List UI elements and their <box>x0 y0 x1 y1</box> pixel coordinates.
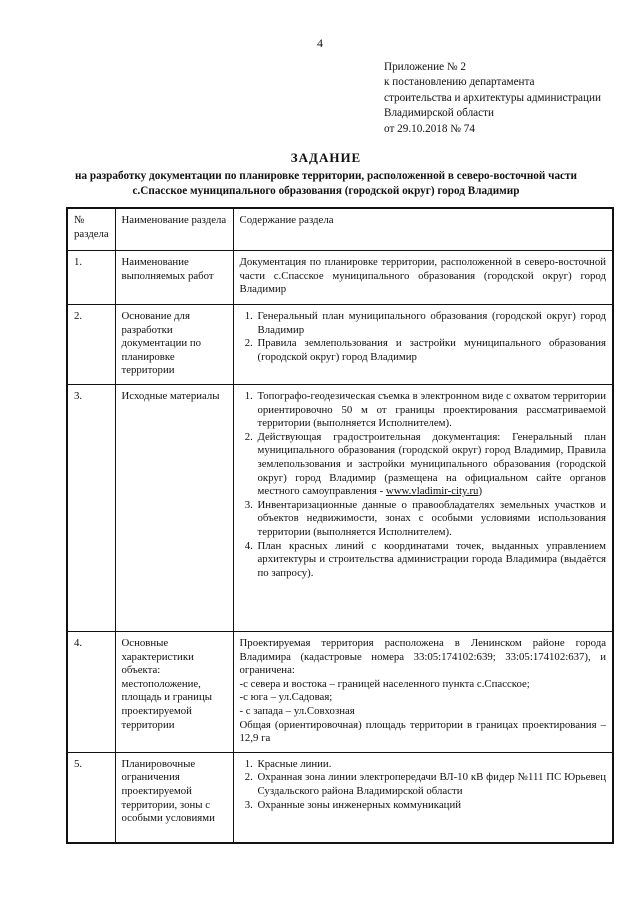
page-number: 4 <box>317 36 323 50</box>
appendix-line: строительства и архитектуры администрации <box>384 91 601 104</box>
list-item <box>256 431 607 499</box>
list-item: 2. Охранная зона линии электропередачи ВЛ-10 кВ фидер №111 ПС Юрьевец Суздальского района Владимирской области <box>256 771 607 798</box>
table-row <box>67 631 613 752</box>
list-item: 3. Охранные зоны инженерных коммуникаций <box>256 799 607 813</box>
table-header-row <box>67 208 613 251</box>
document-heading <box>40 150 612 198</box>
row-name: Основные характеристики объекта: местоположение, площадь и границы проектируемой территории <box>115 631 233 752</box>
row-content <box>233 384 613 631</box>
content-line: Проектируемая территория расположена в Ленинском районе города Владимира (кадастровые номера 33:05:174102:639; 33:05:174102:637), и ограничена: <box>239 636 606 677</box>
list-item: 2. Правила землепользования и застройки муниципального образования (городской округ) город Владимир <box>256 337 607 364</box>
list-item: 1. Красные линии. <box>256 758 607 772</box>
list-item: 3. Инвентаризационные данные о правообладателях земельных участков и объектов недвижимости, зонах с особыми условиями использования территории (выполняется Исполнителем). <box>256 499 607 540</box>
appendix-line: Владимирской области <box>384 107 494 120</box>
header-section-number: № раздела <box>67 208 115 251</box>
row-content <box>233 631 613 752</box>
list-item: 1. Топографо-геодезическая съемка в электронном виде с охватом территории ориентировочно 50 м от границы проектирования рассматриваемой территории (выполняется Исполнителем). <box>256 390 607 431</box>
row-number: 4. <box>67 631 115 752</box>
table-row <box>67 251 613 305</box>
row-name: Основание для разработки документации по планировке территории <box>115 305 233 385</box>
row-name: Планировочные ограничения проектируемой территории, зоны с особыми условиями <box>115 752 233 843</box>
list-item-suffix: ) <box>478 485 483 498</box>
website-link[interactable]: www.vladimir-city.ru <box>385 485 479 498</box>
table-row <box>67 384 613 631</box>
list-item: 4. План красных линий с координатами точек, выданных управлением архитектуры и строительства администрации города Владимира (выдаётся по запросу). <box>256 540 607 581</box>
appendix-line: Приложение № 2 <box>384 61 466 73</box>
row-number: 3. <box>67 384 115 631</box>
content-list <box>240 758 607 812</box>
task-table <box>66 207 614 844</box>
appendix-line: от 29.10.2018 № 74 <box>384 122 475 135</box>
content-list <box>240 310 607 364</box>
content-list <box>240 390 607 580</box>
appendix-block <box>384 60 601 137</box>
document-title: ЗАДАНИЕ <box>290 150 362 165</box>
document-subtitle-line-1: на разработку документации по планировке территории, расположенной в северо-восточной части <box>75 170 577 182</box>
row-name: Наименование выполняемых работ <box>115 251 233 305</box>
table-row <box>67 752 613 843</box>
content-line: Общая (ориентировочная) площадь территории в границах проектирования – 12,9 га <box>239 718 606 745</box>
row-number: 2. <box>67 305 115 385</box>
header-section-name: Наименование раздела <box>115 208 233 251</box>
list-item: 1. Генеральный план муниципального образования (городской округ) город Владимир <box>256 310 607 337</box>
content-line: -с севера и востока – границей населенного пункта с.Спасское; <box>239 677 530 690</box>
list-item-text: Действующая градостроительная документация: Генеральный план муниципального образования (городской округ) город Владимир, Правила землепользования и застройки муниципального образования (городской округ) город Владимир (размещена на официальном сайте органов местного самоуправления - <box>257 430 606 498</box>
row-number: 5. <box>67 752 115 843</box>
row-content <box>233 752 613 843</box>
table-row <box>67 305 613 385</box>
appendix-line: к постановлению департамента <box>384 76 535 89</box>
content-line: -с юга – ул.Садовая; <box>239 691 333 704</box>
row-content: Документация по планировке территории, расположенной в северо-восточной части с.Спасское муниципального образования (городской округ) город Владимир <box>233 251 613 305</box>
content-line: - с запада – ул.Совхозная <box>239 704 355 717</box>
row-name: Исходные материалы <box>115 384 233 631</box>
document-subtitle-line-2: с.Спасское муниципального образования (городской округ) город Владимир <box>132 184 520 197</box>
row-content <box>233 305 613 385</box>
row-number: 1. <box>67 251 115 305</box>
header-section-content: Содержание раздела <box>233 208 613 251</box>
